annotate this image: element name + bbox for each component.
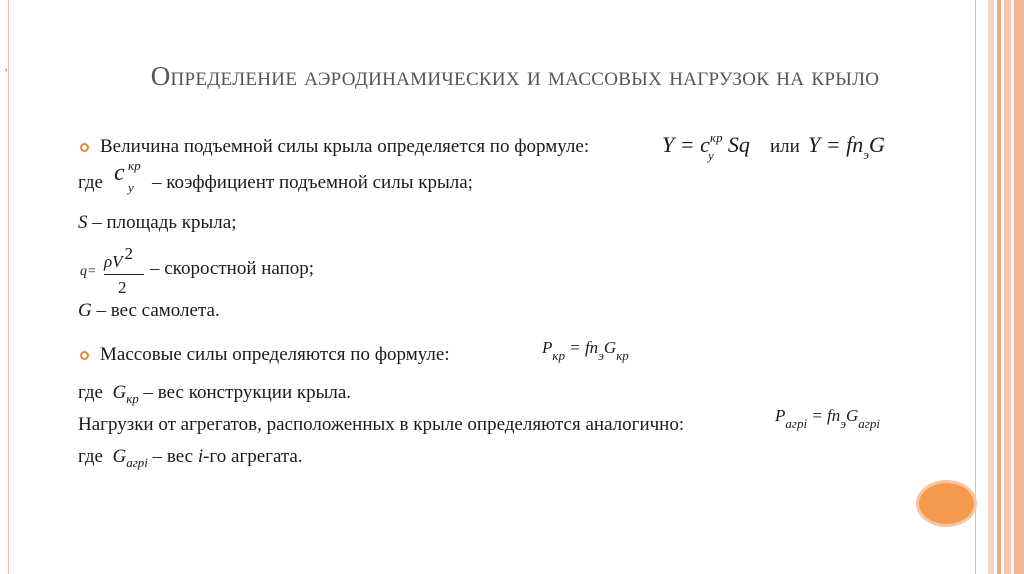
var-i: i — [197, 446, 204, 467]
formula-part: Y = c — [662, 132, 710, 157]
formula-sub: y — [128, 180, 134, 195]
var-g: G — [78, 300, 92, 321]
formula-aggregate — [775, 406, 880, 431]
text-line-7-pre: где — [78, 382, 103, 403]
slide-title: Определение аэродинамических и массовых нагрузок на крыло — [150, 61, 880, 91]
formula-sub: кр — [552, 348, 565, 363]
formula-lift-1 — [662, 130, 750, 163]
text-line-4: – скоростной напор; — [150, 258, 315, 279]
formula-part: G — [846, 406, 859, 425]
formula-part: P — [542, 338, 553, 357]
formula-part: = fn — [811, 406, 841, 425]
var-g: G — [112, 382, 127, 403]
text-line-7 — [78, 382, 351, 404]
text-line-6: Массовые силы определяются по формуле: — [100, 344, 450, 365]
text-line-9-mid: – вес — [152, 446, 194, 467]
bullet-icon — [80, 351, 89, 360]
var-sub: кр — [126, 391, 139, 406]
text-line-3-desc: – площадь крыла; — [92, 212, 237, 233]
text-line-3 — [78, 212, 237, 234]
formula-sup: кр — [128, 158, 141, 173]
formula-sub: э — [598, 348, 604, 363]
q-lhs: q= — [80, 264, 97, 279]
formula-part: Y = fn — [808, 132, 864, 157]
formula-sup: 2 — [124, 244, 134, 263]
formula-lift-2 — [808, 132, 885, 162]
formula-part: P — [775, 406, 786, 425]
formula-cy — [114, 158, 141, 195]
decorative-stripes — [988, 0, 1024, 574]
formula-part: c — [114, 160, 125, 186]
side-mark: , — [5, 62, 8, 73]
formula-sub: агрi — [858, 416, 880, 431]
formula-sub: y — [708, 148, 714, 163]
q-den: 2 — [118, 278, 127, 297]
formula-sub: кр — [616, 348, 629, 363]
text-line-2-pre: где — [78, 172, 103, 193]
formula-mass — [542, 338, 629, 363]
formula-part: = fn — [569, 338, 599, 357]
formula-sub: агрi — [785, 416, 808, 431]
decorative-circle — [916, 480, 977, 527]
var-s: S — [78, 212, 88, 233]
formula-sup: кр — [710, 130, 723, 145]
bullet-icon — [80, 143, 89, 152]
text-line-2: – коэффициент подъемной силы крыла; — [152, 172, 473, 193]
text-line-5-desc: – вес самолета. — [96, 300, 220, 321]
formula-sub: э — [840, 416, 847, 431]
text-line-1: Величина подъемной силы крыла определяется по формуле: — [100, 136, 590, 157]
text-line-9 — [78, 446, 303, 468]
formula-part: Sq — [727, 132, 750, 157]
formula-part: ρV — [104, 252, 123, 271]
text-line-9-post: -го агрегата. — [203, 446, 303, 467]
or-text: или — [770, 136, 800, 157]
var-sub: агрi — [126, 455, 148, 470]
q-num — [104, 244, 134, 272]
formula-part: G — [868, 132, 885, 157]
text-line-9-pre: где — [78, 446, 103, 467]
formula-part: G — [603, 338, 617, 357]
var-g: G — [112, 446, 127, 467]
formula-sub: э — [863, 147, 869, 162]
text-line-5 — [78, 300, 220, 322]
text-line-7-desc: – вес конструкции крыла. — [143, 382, 352, 403]
text-line-8: Нагрузки от агрегатов, расположенных в крыле определяются аналогично: — [78, 414, 685, 435]
fraction-bar — [104, 274, 144, 275]
